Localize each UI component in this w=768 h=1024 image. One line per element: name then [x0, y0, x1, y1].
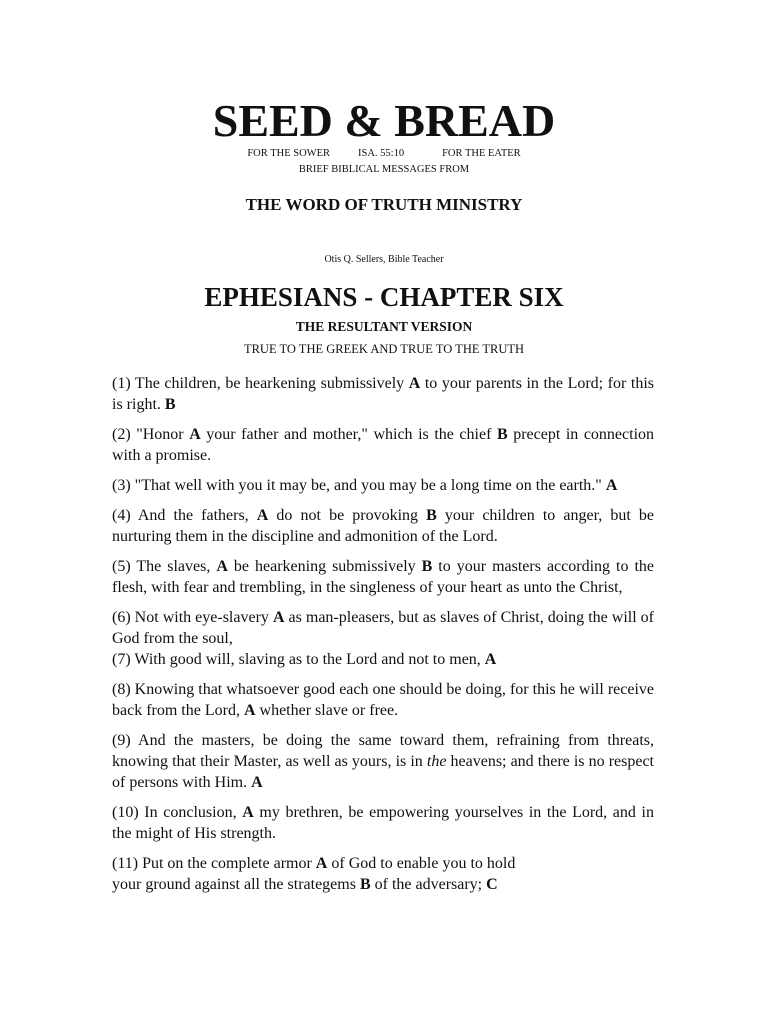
verse-text: (10) In conclusion, — [112, 804, 243, 821]
cross-reference-marker: A — [242, 804, 254, 821]
cross-reference-marker: A — [605, 477, 618, 494]
verse-text: as man-pleasers, but as slaves of Christ, doing the will of God from the soul, — [112, 609, 655, 647]
verse-11 — [112, 853, 654, 895]
verse-text: heavens; and there is no respect of persons with Him. — [112, 753, 654, 791]
cross-reference-marker: B — [496, 426, 508, 443]
page-title: SEED & BREAD — [212, 95, 556, 146]
verse-list — [112, 373, 654, 904]
verse-text: my brethren, be empowering yourselves in the Lord, and in the might of His strength. — [112, 804, 654, 842]
verse-emphasis: the — [426, 753, 447, 770]
verse-text: of God to enable you to hold — [327, 855, 516, 872]
tagline-eater: FOR THE EATER — [442, 148, 521, 159]
verse-text: (3) "That well with you it may be, and you may be a long time on the earth." — [112, 477, 606, 494]
verse-text: (4) And the fathers, — [112, 507, 257, 524]
cross-reference-marker: A — [216, 558, 228, 575]
verse-text: (11) Put on the complete armor — [112, 855, 316, 872]
verse-7 — [112, 649, 654, 670]
verse-text: do not be provoking — [268, 507, 427, 524]
cross-reference-marker: A — [256, 507, 269, 524]
verse-2 — [112, 424, 654, 466]
verse-text: (8) Knowing that whatsoever good each one should be doing, for this he will receive back from the Lord, — [112, 681, 654, 719]
verse-1 — [112, 373, 654, 415]
verse-8 — [112, 679, 654, 721]
verse-text: (9) And the masters, be doing the same toward them, refraining from threats, knowing that their Master, as well as yours, is in — [112, 732, 654, 770]
verse-text: (2) "Honor — [112, 426, 190, 443]
cross-reference-marker: A — [272, 609, 285, 626]
version-subheading: TRUE TO THE GREEK AND TRUE TO THE TRUTH — [243, 342, 525, 356]
tagline-reference: ISA. 55:10 — [358, 148, 405, 159]
verse-9 — [112, 730, 654, 793]
subtitle-brief: BRIEF BIBLICAL MESSAGES FROM — [298, 164, 470, 175]
version-heading: THE RESULTANT VERSION — [295, 319, 473, 334]
cross-reference-marker: A — [189, 426, 201, 443]
verse-text: to your parents in the Lord; for this is right. — [112, 375, 655, 413]
cross-reference-marker: A — [408, 375, 421, 392]
tagline-sower: FOR THE SOWER — [247, 148, 330, 159]
verse-text: your children to anger, but be nurturing them in the discipline and admonition of the Lord. — [112, 507, 655, 545]
verse-5 — [112, 556, 654, 598]
cross-reference-marker: A — [251, 774, 263, 791]
verse-text: (5) The slaves, — [112, 558, 217, 575]
cross-reference-marker: C — [486, 876, 498, 893]
ministry-name: THE WORD OF TRUTH MINISTRY — [245, 195, 523, 214]
verse-text: precept in connection with a promise. — [112, 426, 655, 464]
verse-text: (7) With good will, slaving as to the Lord and not to men, — [112, 651, 485, 668]
cross-reference-marker: B — [426, 507, 437, 524]
cross-reference-marker: A — [315, 855, 328, 872]
chapter-heading: EPHESIANS - CHAPTER SIX — [204, 282, 564, 312]
verse-text: your father and mother," which is the chief — [200, 426, 497, 443]
verse-text: (1) The children, be hearkening submissively — [112, 375, 409, 392]
tagline — [0, 147, 768, 161]
verse-text: of the adversary; — [370, 876, 487, 893]
verse-text: to your masters according to the flesh, with fear and trembling, in the singleness of your heart as unto the Christ, — [112, 558, 655, 596]
cross-reference-marker: B — [164, 396, 176, 413]
verse-text: whether slave or free. — [255, 702, 399, 719]
cross-reference-marker: B — [359, 876, 371, 893]
author-line: Otis Q. Sellers, Bible Teacher — [324, 254, 444, 265]
verse-text: your ground against all the strategems — [112, 876, 360, 893]
verse-10 — [112, 802, 654, 844]
verse-3 — [112, 475, 654, 496]
cross-reference-marker: A — [243, 702, 256, 719]
verse-4 — [112, 505, 654, 547]
cross-reference-marker: A — [484, 651, 497, 668]
verse-6 — [112, 607, 654, 649]
cross-reference-marker: B — [421, 558, 433, 575]
verse-text: (6) Not with eye-slavery — [112, 609, 273, 626]
verse-text: be hearkening submissively — [227, 558, 422, 575]
